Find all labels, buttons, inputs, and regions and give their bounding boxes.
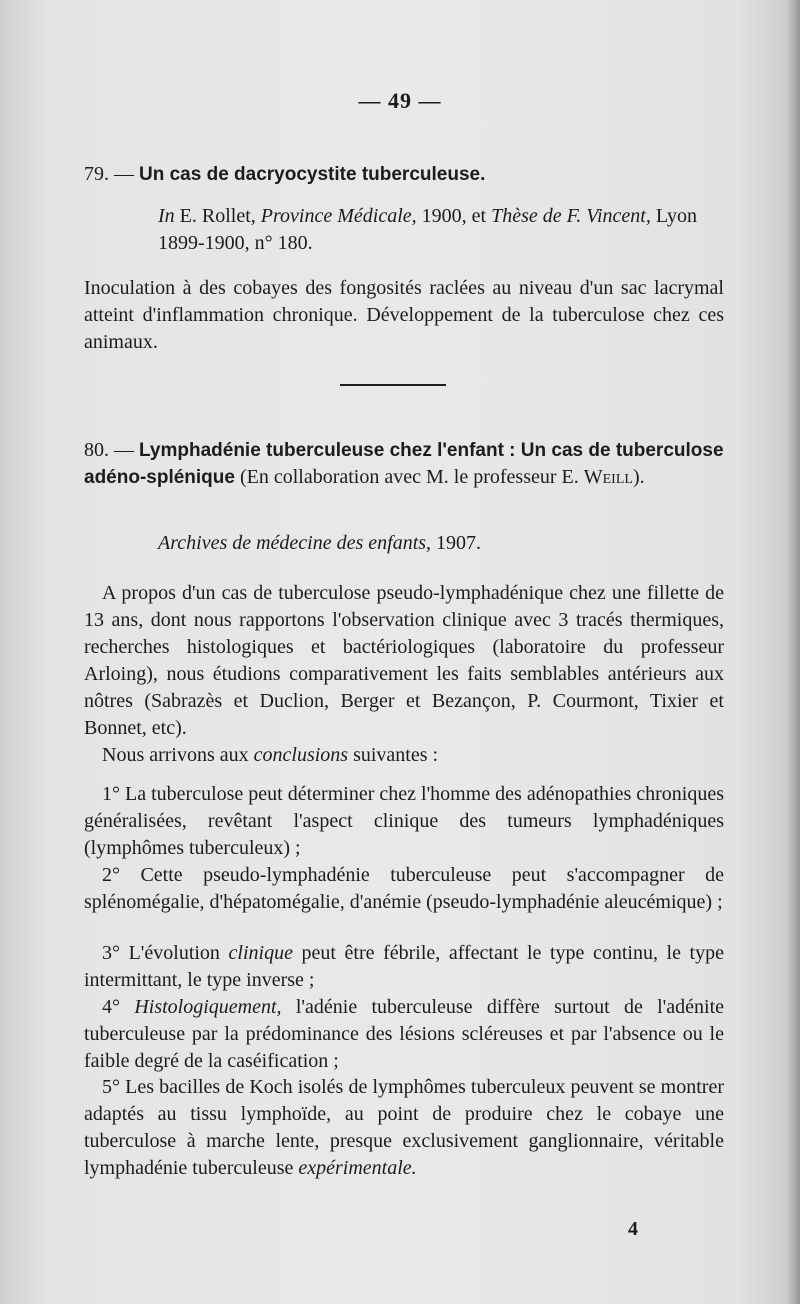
entry-79-title: Un cas de dacryocystite tuberculeuse. <box>139 164 486 185</box>
entry-80-conclusions-lead <box>84 742 724 769</box>
citation-prefix: In <box>158 205 175 227</box>
conclusion-4 <box>84 994 724 1075</box>
citation-thesis: Thèse de F. Vincent, <box>491 205 651 227</box>
c5-a: 5° Les bacilles de Koch isolés de lymphômes tuberculeux peuvent se montrer adaptés au tissu lymphoïde, au point de produire chez le cobaye une tuberculose à marche lente, presque exclusivement ganglionnaire, véritable lymphadénie tuberculeuse <box>84 1076 724 1179</box>
citation-end: Lyon 1899-1900, n° 180. <box>158 205 697 254</box>
entry-80-collab-name: Weill <box>583 466 633 488</box>
lead-tail: suivantes : <box>353 744 439 766</box>
entry-79-number: 79. — <box>84 163 134 185</box>
conclusion-5 <box>84 1074 724 1182</box>
conclusion-3 <box>84 940 724 994</box>
conclusion-2: 2° Cette pseudo-lymphadénie tuberculeuse peut s'accompagner de splénomégalie, d'hépatomégalie, d'anémie (pseudo-lymphadénie aleucémique) ; <box>84 864 724 913</box>
c3-a: 3° L'évolution <box>102 942 220 964</box>
section-divider <box>340 384 446 386</box>
c4-b: l'adénie tuberculeuse diffère surtout de l'adénite tuberculeuse par la prédominance des lésions scléreuses et par l'absence ou le faible degré de la caséification ; <box>84 996 725 1072</box>
conclusion-1: 1° La tuberculose peut déterminer chez l'homme des adénopathies chroniques généralisées, revêtant l'aspect clinique des tumeurs lymphadéniques (lymphômes tuberculeux) ; <box>84 783 724 859</box>
conclusions-word: conclusions <box>253 744 349 766</box>
citation-journal: Archives de médecine des enfants, <box>158 532 432 554</box>
entry-80-citation <box>158 530 724 557</box>
entry-80-collab-end: ). <box>632 466 645 488</box>
entry-79-citation <box>158 203 724 257</box>
citation-author: E. Rollet, <box>179 205 256 227</box>
page-edge-shadow <box>786 0 800 1304</box>
c3-i: clinique <box>228 942 293 964</box>
lead-text: Nous arrivons aux <box>102 744 249 766</box>
entry-79-heading <box>84 161 724 188</box>
entry-79-body: Inoculation à des cobayes des fongosités raclées au niveau d'un sac lacrymal atteint d'inflammation chronique. Développement de la tuberculose chez ces animaux. <box>84 277 724 353</box>
c3-b: peut être fébrile, affectant le type continu, le type intermittant, le type inverse ; <box>84 942 724 991</box>
citation-year: 1907. <box>436 532 482 554</box>
entry-80-collab: (En collaboration avec M. le professeur E. <box>239 466 579 488</box>
c4-a: 4° <box>102 996 120 1018</box>
entry-80-heading <box>84 437 724 491</box>
signature-mark: 4 <box>628 1218 638 1240</box>
entry-80-title: Lymphadénie tuberculeuse chez l'enfant : Un cas de tuberculose adéno-splénique <box>84 440 724 488</box>
entry-80-number: 80. — <box>84 439 134 461</box>
page-number: — 49 — <box>358 88 442 113</box>
c5-i: expérimentale. <box>298 1157 417 1179</box>
citation-mid: 1900, et <box>421 205 487 227</box>
citation-journal: Province Médicale, <box>260 205 417 227</box>
c4-i: Histologiquement, <box>134 996 282 1018</box>
entry-80-intro: A propos d'un cas de tuberculose pseudo-lymphadénique chez une fillette de 13 ans, dont nous rapportons l'observation clinique avec 3 tracés thermiques, recherches histologiques et bactériologiques (laboratoire du professeur Arloing), nous étudions comparativement les faits semblables antérieurs aux nôtres (Sabrazès et Duclion, Berger et Bezançon, P. Courmont, Tixier et Bonnet, etc). <box>84 582 724 739</box>
